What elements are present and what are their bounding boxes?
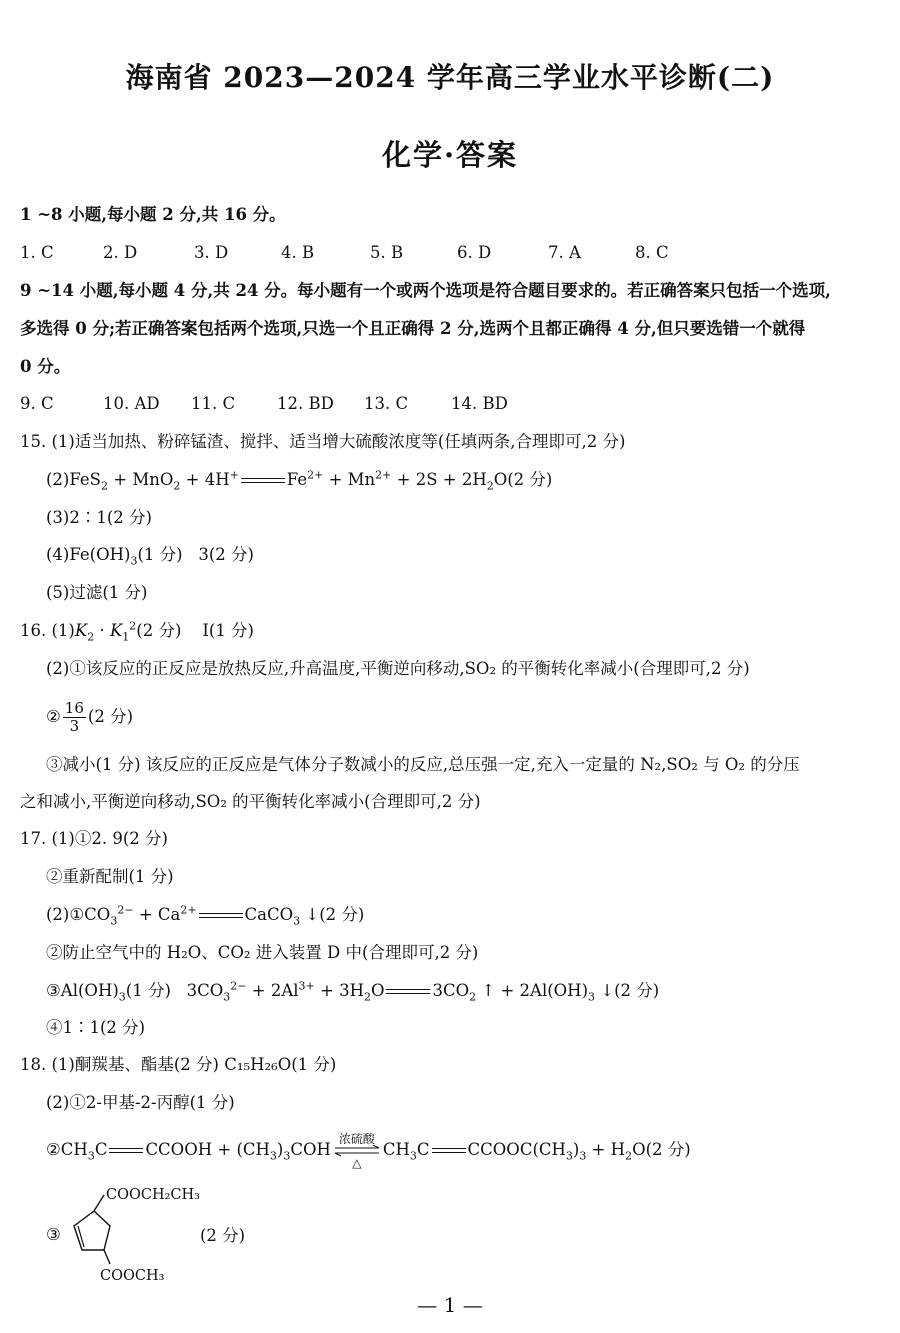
- page-subtitle: 化学·答案: [381, 138, 519, 172]
- q17-part1a: 17. (1)①2. 9(2 分): [20, 829, 168, 848]
- q16-part1: 16. $(1)K_2 \cdot K_1^2(2$ 分) Ⅰ(1 分): [20, 619, 254, 644]
- page-title: 海南省 2023—2024 学年高三学业水平诊断(二): [125, 61, 775, 94]
- equals-sign: [199, 913, 243, 918]
- fraction: $\frac{16}{3}$: [64, 699, 84, 735]
- triple-bond: [432, 1148, 466, 1153]
- equals-sign: [241, 478, 285, 483]
- q15-part5: (5)过滤(1 分): [46, 583, 148, 602]
- answer-13: 13. C: [364, 394, 409, 413]
- section2-heading-line2: 多选得 0 分;若正确答案包括两个选项,只选一个且正确得 2 分,选两个且都正确得 4 分,但只要选错一个就得: [20, 319, 806, 338]
- answer-1: 1. C: [20, 243, 54, 262]
- answer-7: 7. A: [548, 243, 581, 262]
- section2-answers: [20, 392, 886, 416]
- q15-part2-equation: (2)FeS$_2$ + MnO$_2$ + 4H+ $Fe^{2+} + Mn^{2+} + 2S + 2H_2O(2$ 分): [46, 468, 553, 493]
- q16-part3-line1: ③减小(1 分) 该反应的正反应是气体分子数减小的反应,总压强一定,充入一定量的 N₂,SO₂ 与 O₂ 的分压: [46, 755, 800, 774]
- q18-part1: 18. (1)酮羰基、酯基(2 分) C₁₅H₂₆O(1 分): [20, 1055, 337, 1074]
- answer-4: 4. B: [281, 243, 315, 262]
- answer-11: 11. C: [191, 394, 236, 413]
- q16-part2b: ② $\frac{16}{3}$ (2 分): [46, 699, 134, 735]
- answer-6: 6. D: [457, 243, 492, 262]
- q18-part2b-equation: $②CH_3C$ CCOOH + $(CH_3)_3COH$ 浓硫酸 △ $CH_3C$ $CCOOC(CH_3)_3 + H_2O(2$ 分): [46, 1131, 691, 1170]
- q17-part2a: $(2)①CO_3^{2-} + Ca^{2+}$ CaCO$_3$ ↓(2 分): [46, 903, 365, 928]
- equals-sign: [386, 989, 430, 994]
- section1-heading: 1 ~8 小题,每小题 2 分,共 16 分。: [20, 205, 286, 224]
- q18-part2c-label: ③: [46, 1225, 61, 1244]
- q15-part3: (3)2∶1(2 分): [46, 508, 152, 527]
- answer-9: 9. C: [20, 394, 54, 413]
- reversible-arrow: 浓硫酸 △: [333, 1139, 381, 1163]
- q17-part2d: ④1∶1(2 分): [46, 1018, 146, 1037]
- answer-10: 10. AD: [103, 394, 160, 413]
- q15-part1: 15. (1)适当加热、粉碎锰渣、搅拌、适当增大硫酸浓度等(任填两条,合理即可,2 分): [20, 432, 626, 451]
- answer-8: 8. C: [635, 243, 669, 262]
- section1-answers: [20, 241, 886, 265]
- q17-part2c: $③Al(OH)_3(1$ 分) $3CO_3^{2-} + 2Al^{3+} + 3H_2O$ $3CO_2$ ↑ + $2Al(OH)_3$ ↓(2 分): [46, 979, 660, 1004]
- answer-3: 3. D: [194, 243, 229, 262]
- section2-heading-line3: 0 分。: [20, 357, 71, 376]
- q18-part2a: (2)①2-甲基-2-丙醇(1 分): [46, 1093, 235, 1112]
- triple-bond: [109, 1148, 143, 1153]
- q15-part4: $(4)Fe(OH)_3(1$ 分) 3(2 分): [46, 545, 254, 568]
- page-number: — 1 —: [417, 1293, 483, 1317]
- structure-score: (2 分): [200, 1226, 246, 1245]
- answer-5: 5. B: [370, 243, 404, 262]
- q17-part1b: ②重新配制(1 分): [46, 867, 174, 886]
- answer-12: 12. BD: [277, 394, 334, 413]
- q16-part3-line2: 之和减小,平衡逆向移动,SO₂ 的平衡转化率减小(合理即可,2 分): [20, 792, 481, 811]
- structure-top-group: COOCH₂CH₃: [106, 1187, 200, 1203]
- answer-2: 2. D: [103, 243, 138, 262]
- section2-heading-line1: 9 ~14 小题,每小题 4 分,共 24 分。每小题有一个或两个选项是符合题目要求的。若正确答案只包括一个选项,: [20, 281, 831, 300]
- answer-14: 14. BD: [451, 394, 508, 413]
- q17-part2b: ②防止空气中的 H₂O、CO₂ 进入装置 D 中(合理即可,2 分): [46, 943, 479, 962]
- q16-part2: (2)①该反应的正反应是放热反应,升高温度,平衡逆向移动,SO₂ 的平衡转化率减小(合理即可,2 分): [46, 659, 750, 678]
- structure-bottom-group: COOCH₃: [100, 1268, 165, 1284]
